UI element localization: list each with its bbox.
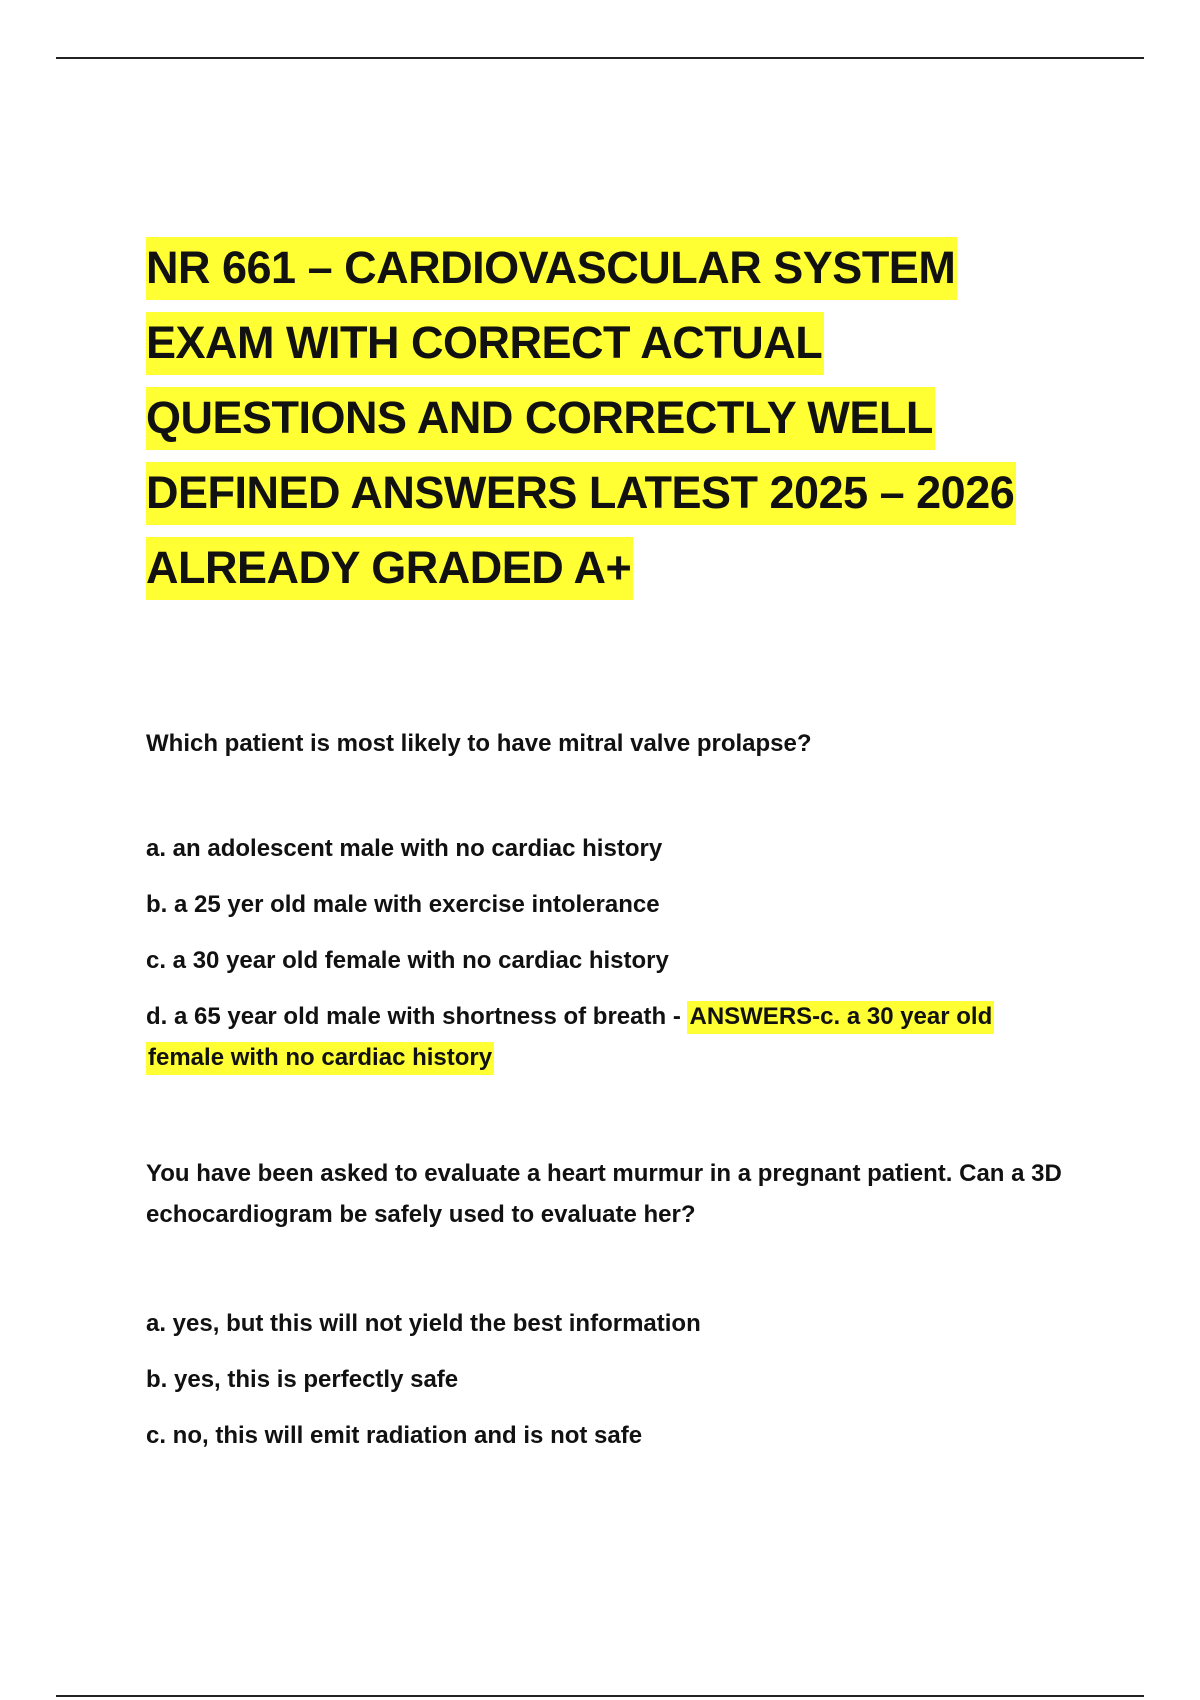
top-divider: [56, 57, 1144, 59]
question-1-option-a: a. an adolescent male with no cardiac history: [146, 835, 663, 862]
question-1-options: [146, 828, 1066, 1078]
question-1-option-d-text: d. a 65 year old male with shortness of breath -: [146, 1003, 688, 1030]
document-title-text: NR 661 – CARDIOVASCULAR SYSTEM EXAM WITH CORRECT ACTUAL QUESTIONS AND CORRECTLY WELL DEFINED ANSWERS LATEST 2025 – 2026 ALREADY GRADED A+: [146, 237, 1016, 600]
document-page: [146, 230, 1066, 1471]
question-2-options: [146, 1303, 1066, 1456]
question-1-option-c: c. a 30 year old female with no cardiac history: [146, 947, 669, 974]
question-1-answer: ANSWERS-c. a 30 year old female with no cardiac history: [146, 1001, 994, 1075]
question-2-option-a: a. yes, but this will not yield the best information: [146, 1310, 701, 1337]
question-1-text: Which patient is most likely to have mitral valve prolapse?: [146, 730, 812, 757]
question-2-text: You have been asked to evaluate a heart murmur in a pregnant patient. Can a 3D echocardiogram be safely used to evaluate her?: [146, 1160, 1062, 1228]
document-title: [146, 230, 1066, 605]
question-1-option-b: b. a 25 yer old male with exercise intolerance: [146, 891, 660, 918]
question-2-option-b: b. yes, this is perfectly safe: [146, 1366, 459, 1393]
bottom-divider: [56, 1695, 1144, 1697]
question-2-option-c: c. no, this will emit radiation and is not safe: [146, 1422, 643, 1449]
question-1-option-d: [146, 996, 1066, 1078]
